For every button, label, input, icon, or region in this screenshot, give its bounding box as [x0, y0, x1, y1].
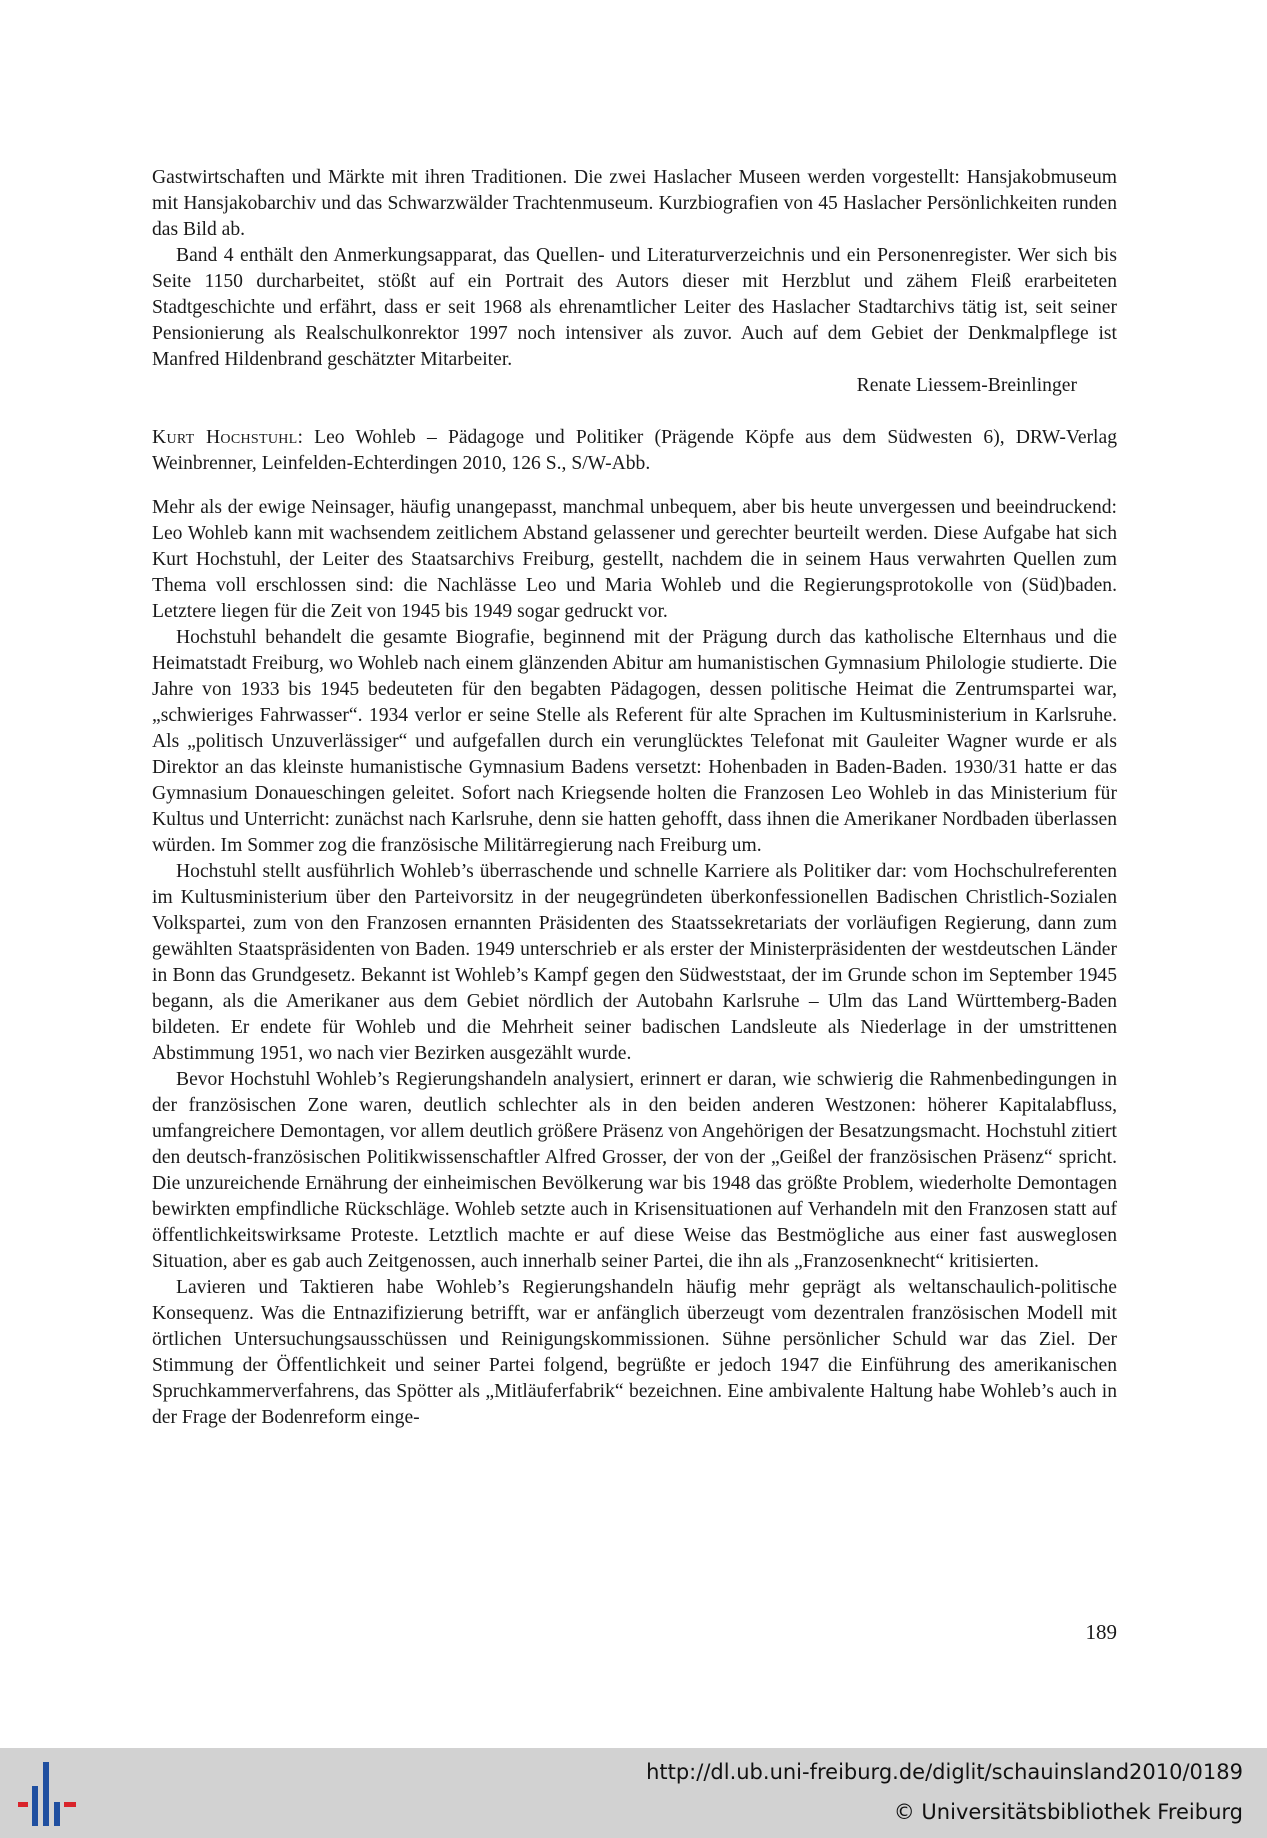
ub-freiburg-logo-icon: [16, 1760, 80, 1826]
review-paragraph: Hochstuhl stellt ausführlich Wohleb’s überraschende und schnelle Karriere als Politiker dar: vom Hochschulreferenten im Kultusministerium über den Parteivorsitz in der neugegründeten überkonfessionellen Badischen Christlich-Sozialen Volkspartei, zum von den Franzosen ernannten Präsidenten des Staatssekretariats der vorläufigen Regierung, dann zum gewählten Staatspräsidenten von Baden. 1949 unterschrieb er als erster der Ministerpräsidenten der westdeutschen Länder in Bonn das Grundgesetz. Bekannt ist Wohleb’s Kampf gegen den Südweststaat, der im Grunde schon im September 1945 begann, als die Amerikaner aus dem Gebiet nördlich der Autobahn Karlsruhe – Ulm das Land Württemberg-Baden bildeten. Er endete für Wohleb und die Mehrheit seiner badischen Landsleute als Niederlage in der umstrittenen Abstimmung 1951, wo nach vier Bezirken ausgezählt wurde.: [152, 861, 1117, 1064]
continuation-paragraph: Gastwirtschaften und Märkte mit ihren Traditionen. Die zwei Haslacher Museen werden vorgestellt: Hansjakobmuseum mit Hansjakobarchiv und das Schwarzwälder Trachtenmuseum. Kurzbiografien von 45 Haslacher Persönlichkeiten runden das Bild ab.: [152, 167, 1117, 240]
copyright-notice: © Universitätsbibliothek Freiburg: [893, 1800, 1243, 1824]
book-citation: [152, 425, 1117, 477]
page-text: [152, 165, 1117, 1431]
review-paragraph: Mehr als der ewige Neinsager, häufig unangepasst, manchmal unbequem, aber bis heute unvergessen und beeindruckend: Leo Wohleb kann mit wachsendem zeitlichem Abstand gelassener und gerechter beurteilt werden. Diese Aufgabe hat sich Kurt Hochstuhl, der Leiter des Staatsarchivs Freiburg, gestellt, nachdem die in seinem Haus verwahrten Quellen zum Thema voll erschlossen sind: die Nachlässe Leo und Maria Wohleb und die Regierungsprotokolle von (Süd)baden. Letztere liegen für die Zeit von 1945 bis 1949 sogar gedruckt vor.: [152, 497, 1117, 622]
footer-bar: [0, 1748, 1267, 1838]
review-paragraph: Lavieren und Taktieren habe Wohleb’s Regierungshandeln häufig mehr geprägt als weltanschaulich-politische Konsequenz. Was die Entnazifizierung betrifft, war er anfänglich überzeugt vom dezentralen französischen Modell mit örtlichen Untersuchungsausschüssen und Reinigungskommissionen. Sühne persönlicher Schuld war das Ziel. Der Stimmung der Öffentlichkeit und seiner Partei folgend, begrüßte er jedoch 1947 die Einführung des amerikanischen Spruchkammerverfahrens, das Spötter als „Mitläuferfabrik“ bezeichnen. Eine ambivalente Haltung habe Wohleb’s auch in der Frage der Bodenreform einge-: [152, 1277, 1117, 1428]
citation-author: Kurt Hochstuhl: [152, 427, 298, 448]
review-body: [152, 495, 1117, 1431]
review-paragraph: Bevor Hochstuhl Wohleb’s Regierungshandeln analysiert, erinnert er daran, wie schwierig die Rahmenbedingungen in der französischen Zone waren, deutlich schlechter als in den beiden anderen Westzonen: höherer Kapitalabfluss, umfangreichere Demontagen, vor allem deutlich größere Präsenz von Angehörigen der Besatzungsmacht. Hochstuhl zitiert den deutsch-französischen Politikwissenschaftler Alfred Grosser, der von der „Geißel der französischen Präsenz“ spricht. Die unzureichende Ernährung der einheimischen Bevölkerung war bis 1948 das größte Problem, wiederholte Demontagen bewirkten empfindliche Rückschläge. Wohleb setzte auch in Krisensituationen auf Verhandeln mit den Franzosen statt auf öffentlichkeitswirksame Proteste. Letztlich machte er auf diese Weise das Bestmögliche aus einer fast ausweglosen Situation, aber es gab auch Zeitgenossen, auch innerhalb seiner Partei, die ihn als „Franzosenknecht“ kritisierten.: [152, 1069, 1117, 1272]
page-number: 189: [1085, 1620, 1117, 1644]
band4-paragraph: Band 4 enthält den Anmerkungsapparat, das Quellen- und Literaturverzeichnis und ein Personenregister. Wer sich bis Seite 1150 durcharbeitet, stößt auf ein Portrait des Autors dieser mit Herzblut und zähem Fleiß erarbeiteten Stadtgeschichte und erfährt, dass er seit 1968 als ehrenamtlicher Leiter des Haslacher Stadtarchivs tätig ist, seit seiner Pensionierung als Realschulkonrektor 1997 noch intensiver als zuvor. Auch auf dem Gebiet der Denkmalpflege ist Manfred Hildenbrand geschätzter Mitarbeiter.: [152, 245, 1117, 370]
review-paragraph: Hochstuhl behandelt die gesamte Biografie, beginnend mit der Prägung durch das katholische Elternhaus und die Heimatstadt Freiburg, wo Wohleb nach einem glänzenden Abitur am humanistischen Gymnasium Philologie studierte. Die Jahre von 1933 bis 1945 bedeuteten für den begabten Pädagogen, dessen politische Heimat die Zentrumspartei war, „schwieriges Fahrwasser“. 1934 verlor er seine Stelle als Referent für alte Sprachen im Kultusministerium in Karlsruhe. Als „politisch Unzuverlässiger“ und aufgefallen durch ein verunglücktes Telefonat mit Gauleiter Wagner wurde er als Direktor an das kleinste humanistische Gymnasium Badens versetzt: Hohenbaden in Baden-Baden. 1930/31 hatte er das Gymnasium Donaueschingen geleitet. Sofort nach Kriegsende holten die Franzosen Leo Wohleb in das Ministerium für Kultus und Unterricht: zunächst nach Karlsruhe, denn sie hatten gehofft, dass ihnen die Amerikaner Nordbaden überlassen würden. Im Sommer zog die französische Militärregierung nach Freiburg um.: [152, 627, 1117, 856]
reviewer-signature: Renate Liessem-Breinlinger: [856, 375, 1077, 396]
source-url-link[interactable]: http://dl.ub.uni-freiburg.de/diglit/schauinsland2010/0189: [646, 1760, 1243, 1784]
citation-details: : Leo Wohleb – Pädagoge und Politiker (Prägende Köpfe aus dem Südwesten 6), DRW-Verlag Weinbrenner, Leinfelden-Echterdingen 2010, 126 S., S/W-Abb.: [152, 427, 1117, 474]
